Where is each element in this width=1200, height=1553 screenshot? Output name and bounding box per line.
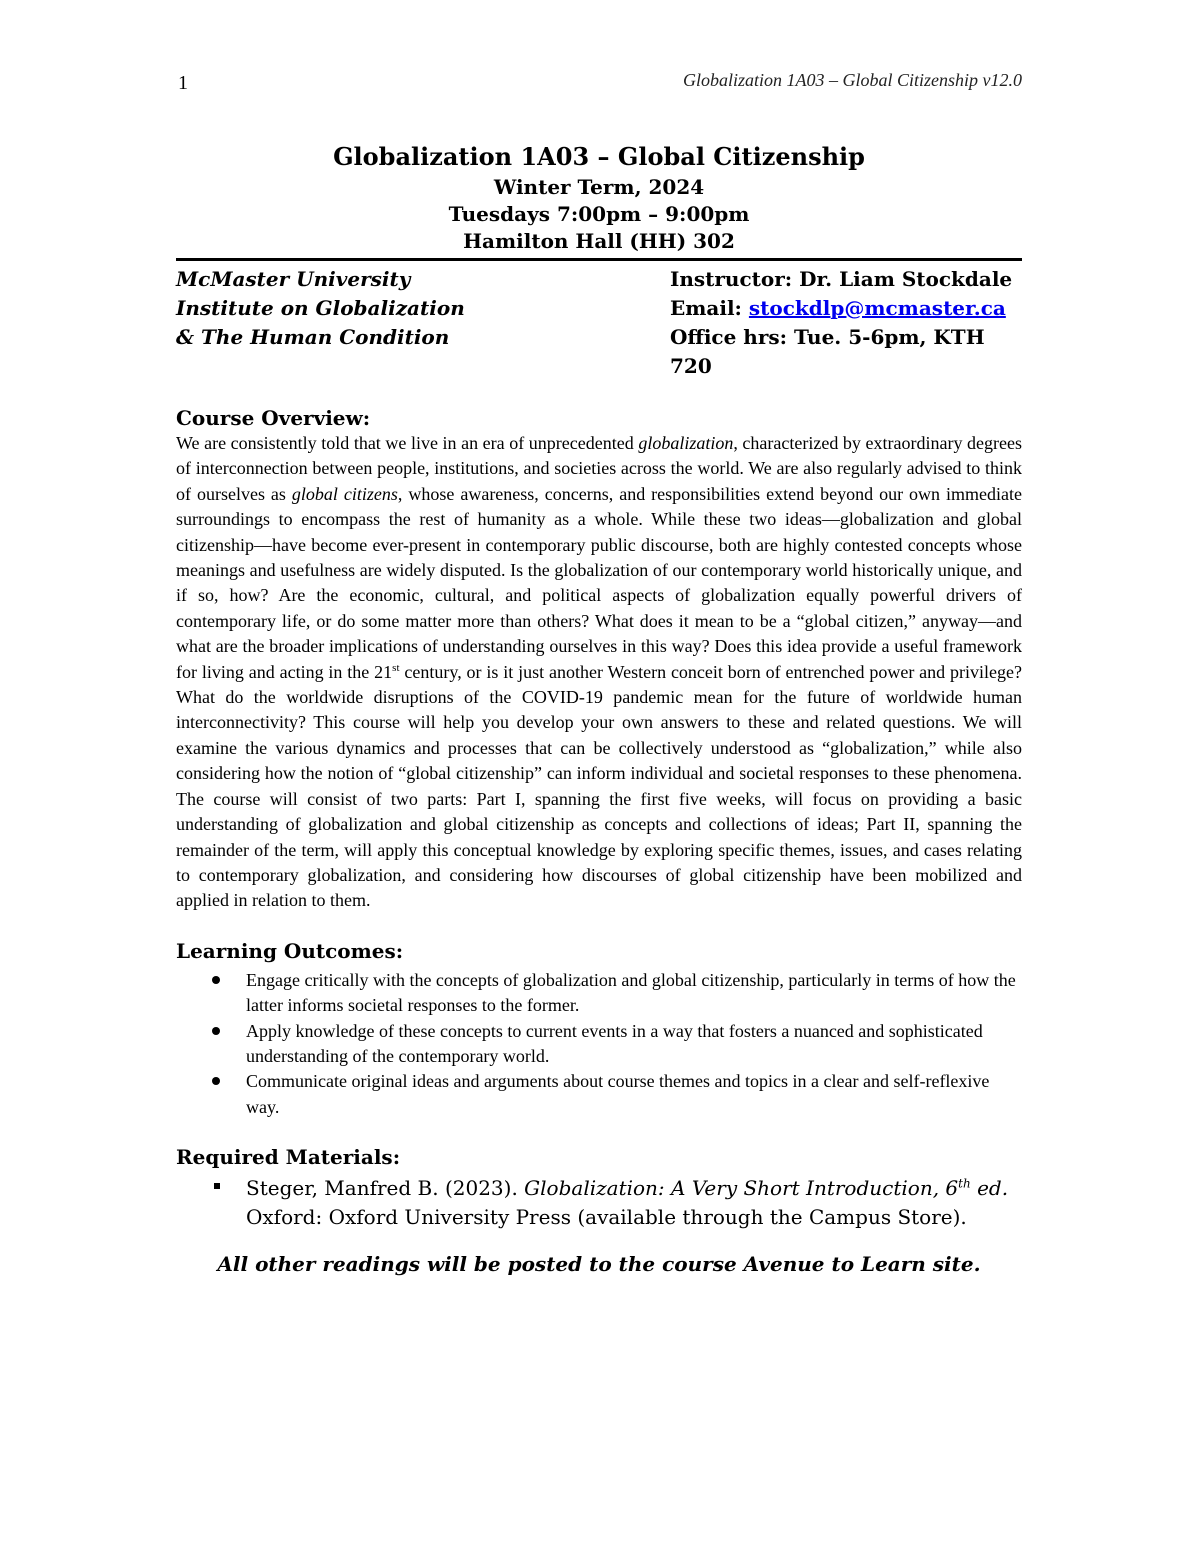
course-term: Winter Term, 2024 [493, 175, 705, 199]
readings-note: All other readings will be posted to the course Avenue to Learn site. [217, 1252, 981, 1277]
document-body [176, 140, 1022, 1276]
list-item: Communicate original ideas and arguments about course themes and topics in a clear and self-reflexive way. [176, 1069, 1022, 1120]
course-title: Globalization 1A03 – Global Citizenship [333, 142, 865, 171]
bullet-icon [212, 976, 220, 984]
email-link[interactable]: stockdlp@mcmaster.ca [748, 296, 1006, 320]
list-item: Steger, Manfred B. (2023). Globalization: A Very Short Introduction, 6th ed. Oxford: Oxford University Press (available through the Campus Store). [176, 1174, 1022, 1232]
instructor-name: Instructor: Dr. Liam Stockdale [670, 267, 1013, 291]
email-label: Email: [670, 296, 749, 320]
course-schedule: Tuesdays 7:00pm – 9:00pm [448, 202, 750, 226]
bullet-icon [212, 1077, 220, 1085]
materials-heading: Required Materials: [176, 1145, 401, 1170]
running-header: Globalization 1A03 – Global Citizenship v12.0 [682, 70, 1022, 90]
square-bullet-icon [214, 1183, 220, 1189]
header-divider [176, 258, 1022, 261]
institute-name-line1: Institute on Globalization [176, 296, 465, 320]
course-info [176, 265, 1022, 381]
institute-name-line2: & The Human Condition [176, 325, 450, 349]
overview-heading: Course Overview: [176, 406, 371, 430]
instructor-info [670, 265, 1022, 381]
list-item: Apply knowledge of these concepts to current events in a way that fosters a nuanced and sophisticated understanding of the contemporary world. [176, 1019, 1022, 1070]
bullet-icon [212, 1027, 220, 1035]
instructor-email-row [670, 294, 1022, 323]
institution-info [176, 265, 465, 381]
title-block [176, 140, 1022, 255]
office-hours: Office hrs: Tue. 5-6pm, KTH 720 [670, 325, 985, 378]
materials-list [176, 1174, 1022, 1232]
overview-paragraph: We are consistently told that we live in an era of unprecedented globalization, characterized by extraordinary degrees of interconnection between people, institutions, and societies across the world. We are also regularly advised to think of ourselves as global citizens, whose awareness, concerns, and responsibilities extend beyond our own immediate surroundings to encompass the rest of humanity as a whole. While these two ideas—globalization and global citizenship—have become ever-present in contemporary public discourse, both are highly contested concepts whose meanings and usefulness are widely disputed. Is the globalization of our contemporary world historically unique, and if so, how? Are the economic, cultural, and political aspects of globalization equally powerful drivers of contemporary life, or do some matter more than others? What does it mean to be a “global citizen,” anyway—and what are the broader implications of understanding ourselves in this way? Does this idea provide a useful framework for living and acting in the 21st century, or is it just another Western conceit born of entrenched power and privilege? What do the worldwide disruptions of the COVID-19 pandemic mean for the future of worldwide human interconnectivity? This course will help you develop your own answers to these and related questions. We will examine the various dynamics and processes that can be collectively understood as “globalization,” while also considering how the notion of “global citizenship” can inform individual and societal responses to these phenomena. The course will consist of two parts: Part I, spanning the first five weeks, will focus on providing a basic understanding of globalization and global citizenship as concepts and collections of ideas; Part II, spanning the remainder of the term, will apply this conceptual knowledge by exploring specific themes, issues, and cases relating to contemporary globalization, and considering how discourses of global citizenship have been mobilized and applied in relation to them. [176, 433, 1023, 911]
page-number: 1 [178, 72, 188, 94]
course-location: Hamilton Hall (HH) 302 [463, 229, 735, 253]
outcomes-list [176, 968, 1022, 1120]
outcomes-heading: Learning Outcomes: [176, 938, 404, 963]
list-item: Engage critically with the concepts of globalization and global citizenship, particularly in terms of how the latter informs societal responses to the former. [176, 968, 1022, 1019]
university-name: McMaster University [176, 267, 411, 291]
